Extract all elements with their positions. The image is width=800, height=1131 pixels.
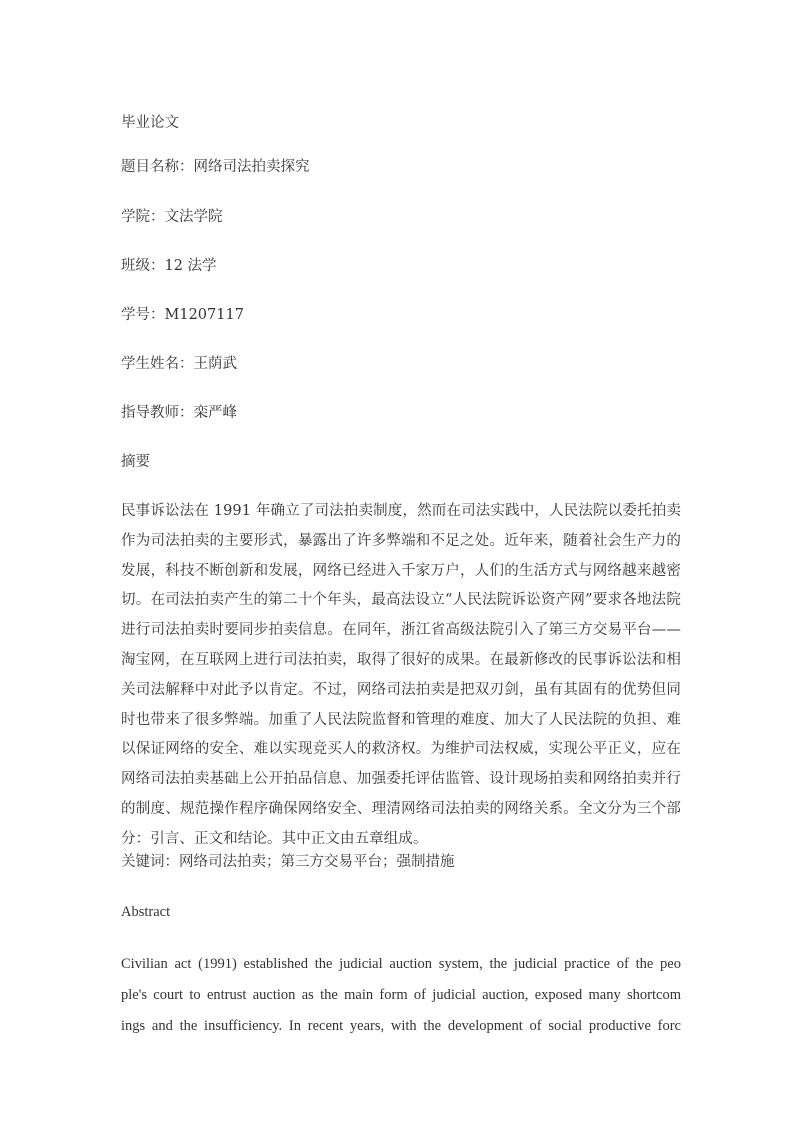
class-field: 班级：12 法学: [121, 258, 217, 274]
abstract-heading-en: Abstract: [121, 904, 171, 920]
student-id-field: 学号：M1207117: [121, 307, 244, 323]
keywords-line: 关键词：网络司法拍卖；第三方交易平台；强制措施: [121, 854, 455, 870]
abstract-en-line: ings and the insufficiency. In recent years, with the development of social productive forc: [121, 1018, 681, 1034]
college-field: 学院：文法学院: [121, 209, 223, 225]
abstract-heading-cn: 摘要: [121, 454, 150, 470]
abstract-en-line: ple's court to entrust auction as the main form of judicial auction, exposed many shortcom: [121, 987, 681, 1003]
thesis-title: 题目名称：网络司法拍卖探究: [121, 159, 310, 175]
abstract-body-cn: 民事诉讼法在 1991 年确立了司法拍卖制度，然而在司法实践中，人民法院以委托拍卖作为司法拍卖的主要形式，暴露出了许多弊端和不足之处。近年来，随着社会生产力的发展，科技不断创新和发展，网络已经进入千家万户，人们的生活方式与网络越来越密切。在司法拍卖产生的第二十个年头，最高法设立“人民法院诉讼资产网”要求各地法院进行司法拍卖时要同步拍卖信息。在同年，浙江省高级法院引入了第三方交易平台——淘宝网，在互联网上进行司法拍卖，取得了很好的成果。在最新修改的民事诉讼法和相关司法解释中对此予以肯定。不过，网络司法拍卖是把双刃剑，虽有其固有的优势但同时也带来了很多弊端。加重了人民法院监督和管理的难度、加大了人民法院的负担、难以保证网络的安全、难以实现竞买人的救济权。为维护司法权威，实现公平正义，应在网络司法拍卖基础上公开拍品信息、加强委托评估监管、设计现场拍卖和网络拍卖并行的制度、规范操作程序确保网络安全、理清网络司法拍卖的网络关系。全文分为三个部分：引言、正文和结论。其中正文由五章组成。: [121, 503, 681, 847]
student-name-field: 学生姓名：王荫武: [121, 356, 237, 372]
thesis-heading: 毕业论文: [121, 115, 179, 131]
abstract-body-en: [121, 949, 681, 1042]
abstract-en-line: Civilian act (1991) established the judicial auction system, the judicial practice of the peo: [121, 956, 681, 972]
advisor-field: 指导教师：栾严峰: [121, 405, 237, 421]
